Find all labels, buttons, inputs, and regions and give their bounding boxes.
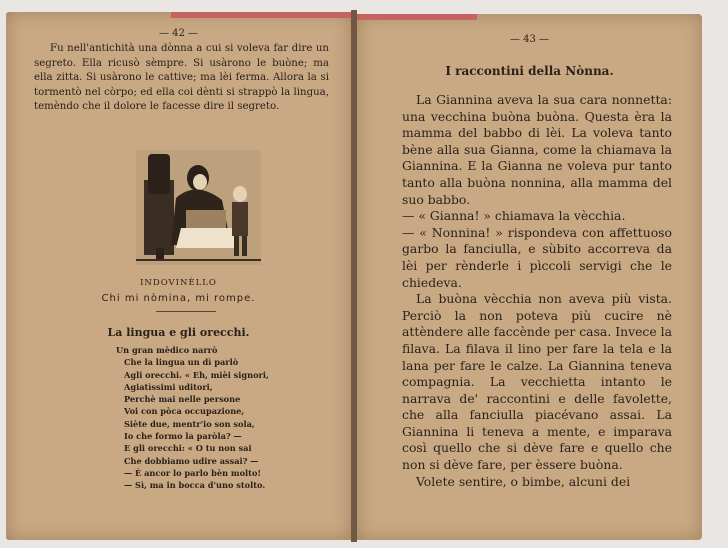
poem-line: Che la lingua un dì parlò (124, 357, 239, 368)
page-number: — 42 — (158, 28, 199, 39)
poem-line: Agli orecchi. « Eh, mièi signori, (124, 369, 269, 380)
paragraph: Volete sentire, o bimbe, alcuni dei (416, 473, 631, 489)
engraving-illustration (136, 150, 261, 265)
right-page (357, 14, 702, 540)
left-page (6, 12, 351, 540)
red-page-edge (357, 14, 477, 20)
paragraph: — « Nonnina! » rispondeva con affettuoso garbo la fanciulla, e sùbito accorreva da lèi per rènderle i pìccoli servigi che le chiedeva. (402, 224, 672, 290)
poem (116, 344, 296, 492)
riddle-title: INDOVINÈLLO (140, 278, 217, 288)
paragraph: La Giannina aveva la sua cara nonnetta: una vecchina buòna buòna. Questa èra la mamma del babbo di lèi. La voleva tanto bène alla sua Gianna, come la chiamava la Giannina. E la Gianna ne voleva pur tanto tanto alla buòna nonnina, alla mamma del suo babbo. (402, 92, 672, 207)
story-text (402, 92, 672, 490)
poem-line: — È ancor lo parlo bèn molto! (124, 467, 261, 478)
poem-line: Voi con pòca occupazione, (124, 406, 245, 417)
poem-line: E gli orecchi: « O tu non sai (124, 443, 252, 454)
page-number: — 43 — (509, 34, 550, 45)
poem-line: Siète due, mentr'io son sola, (124, 418, 255, 429)
riddle-text: Chi mi nòmina, mi rompe. (101, 293, 256, 304)
poem-line: — Sì, ma in bocca d'uno stolto. (124, 480, 266, 491)
divider (156, 311, 216, 312)
poem-line: Un gran mèdico narrò (116, 345, 218, 355)
poem-line: Perchè mai nelle persone (124, 394, 241, 405)
chapter-title: I raccontini della Nònna. (445, 64, 614, 78)
poem-line: Io che formo la paròla? — (124, 431, 242, 442)
paragraph: La buòna vècchia non aveva più vista. Perciò la non poteva più cucire nè attèndere alle faccènde per casa. Invece la filava. La filava il lino per fare la tela e la lana per fare le calze. La Giannina teneva compagnia. La vecchietta intanto le narrava de' raccontini e delle favolette, che alla fanciulla piacévano assai. La Giannina li teneva a mente, e imparava così quello che si dève fare e quello che non si dève fare, per èssere buòna. (402, 291, 672, 473)
poem-title: La lingua e gli orecchi. (107, 326, 250, 339)
poem-line: Agiatìssimi uditori, (124, 381, 213, 392)
paragraph: — « Gianna! » chiamava la vècchia. (402, 208, 626, 224)
red-page-edge (171, 12, 351, 18)
opening-paragraph: Fu nell'antichità una dònna a cui si voleva far dire un segreto. Ella ricusò sèmpre. Si usàrono le buòne; ma ella zitta. Si usàrono le cattive; ma lèi ferma. Allora la si tormentò nel còrpo; ed ella coi dènti si strappò la lingua, temèndo che il dolore le facesse dire il segreto. (34, 43, 329, 113)
poem-line: Che dobbiamo udire assai? — (124, 455, 259, 466)
